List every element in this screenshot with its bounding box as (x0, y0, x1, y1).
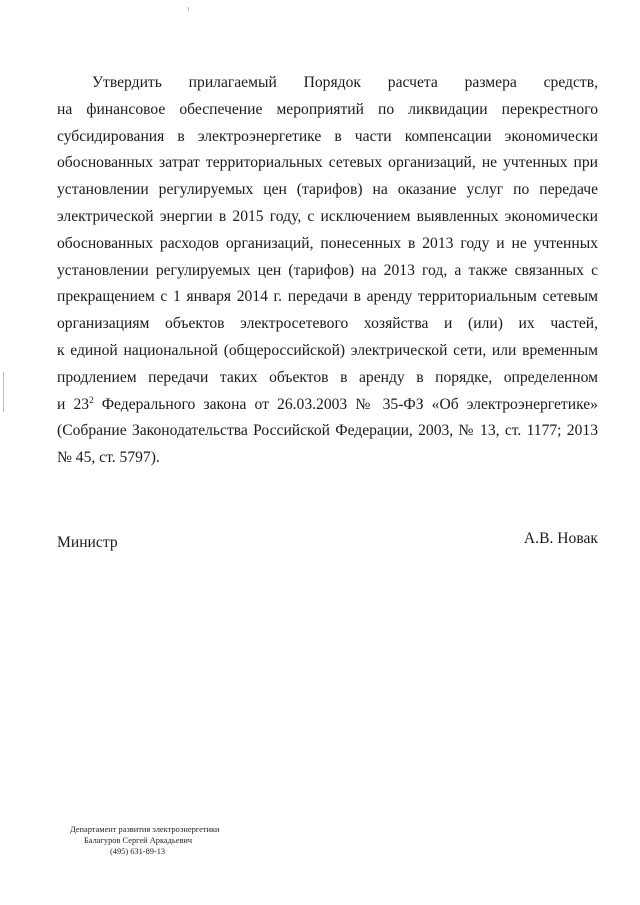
signatory-title: Министр (57, 534, 118, 551)
paragraph-line-rest: Федерального закона от 26.03.2003 № 35-ФЗ «Об электроэнергетике» (101, 395, 598, 413)
paragraph-line: обоснованных затрат территориальных сетевых организаций, не учтенных при (57, 154, 598, 172)
footer-person: Балагуров Сергей Аркадьевич (84, 836, 193, 845)
paragraph-line: субсидирования в электроэнергетике в части компенсации экономически (57, 127, 598, 145)
paragraph-line: прекращением с 1 января 2014 г. передачи в аренду территориальным сетевым (57, 288, 598, 306)
paragraph-line: к единой национальной (общероссийской) электрической сети, или временным (57, 341, 598, 359)
footer-phone: (495) 631-89-13 (110, 847, 166, 856)
paragraph-line: продлением передачи таких объектов в аренду в порядке, определенном (57, 368, 598, 386)
article-superscript: 2 (89, 394, 94, 405)
paragraph-line: электрической энергии в 2015 году, с исключением выявленных экономически (57, 207, 598, 225)
paragraph-line: (Собрание Законодательства Российской Федерации, 2003, № 13, ст. 1177; 2013 (57, 422, 598, 440)
paragraph-line: установлении регулируемых цен (тарифов) на оказание услуг по передаче (57, 181, 598, 199)
paragraph-line: обоснованных расходов организаций, понесенных в 2013 году и не учтенных (57, 234, 598, 252)
scan-mark-left (3, 372, 4, 412)
paragraph-line: на финансовое обеспечение мероприятий по ликвидации перекрестного (57, 100, 598, 118)
paragraph-line: организациям объектов электросетевого хозяйства и (или) их частей, (57, 315, 598, 333)
paragraph-line: установлении регулируемых цен (тарифов) на 2013 год, а также связанных с (57, 261, 598, 279)
paragraph-line: № 45, ст. 5797). (57, 449, 160, 467)
order-paragraph (57, 70, 598, 472)
footer-department: Департамент развития электроэнергетики (70, 825, 220, 834)
paragraph-line-start: и 23 (57, 395, 90, 413)
executor-footer (70, 824, 220, 857)
signatory-name: А.В. Новак (523, 530, 598, 547)
paragraph-line: Утвердить прилагаемый Порядок расчета размера средств, (92, 74, 598, 91)
paragraph-line-with-footnote (57, 392, 598, 419)
scan-mark-top (188, 7, 189, 11)
